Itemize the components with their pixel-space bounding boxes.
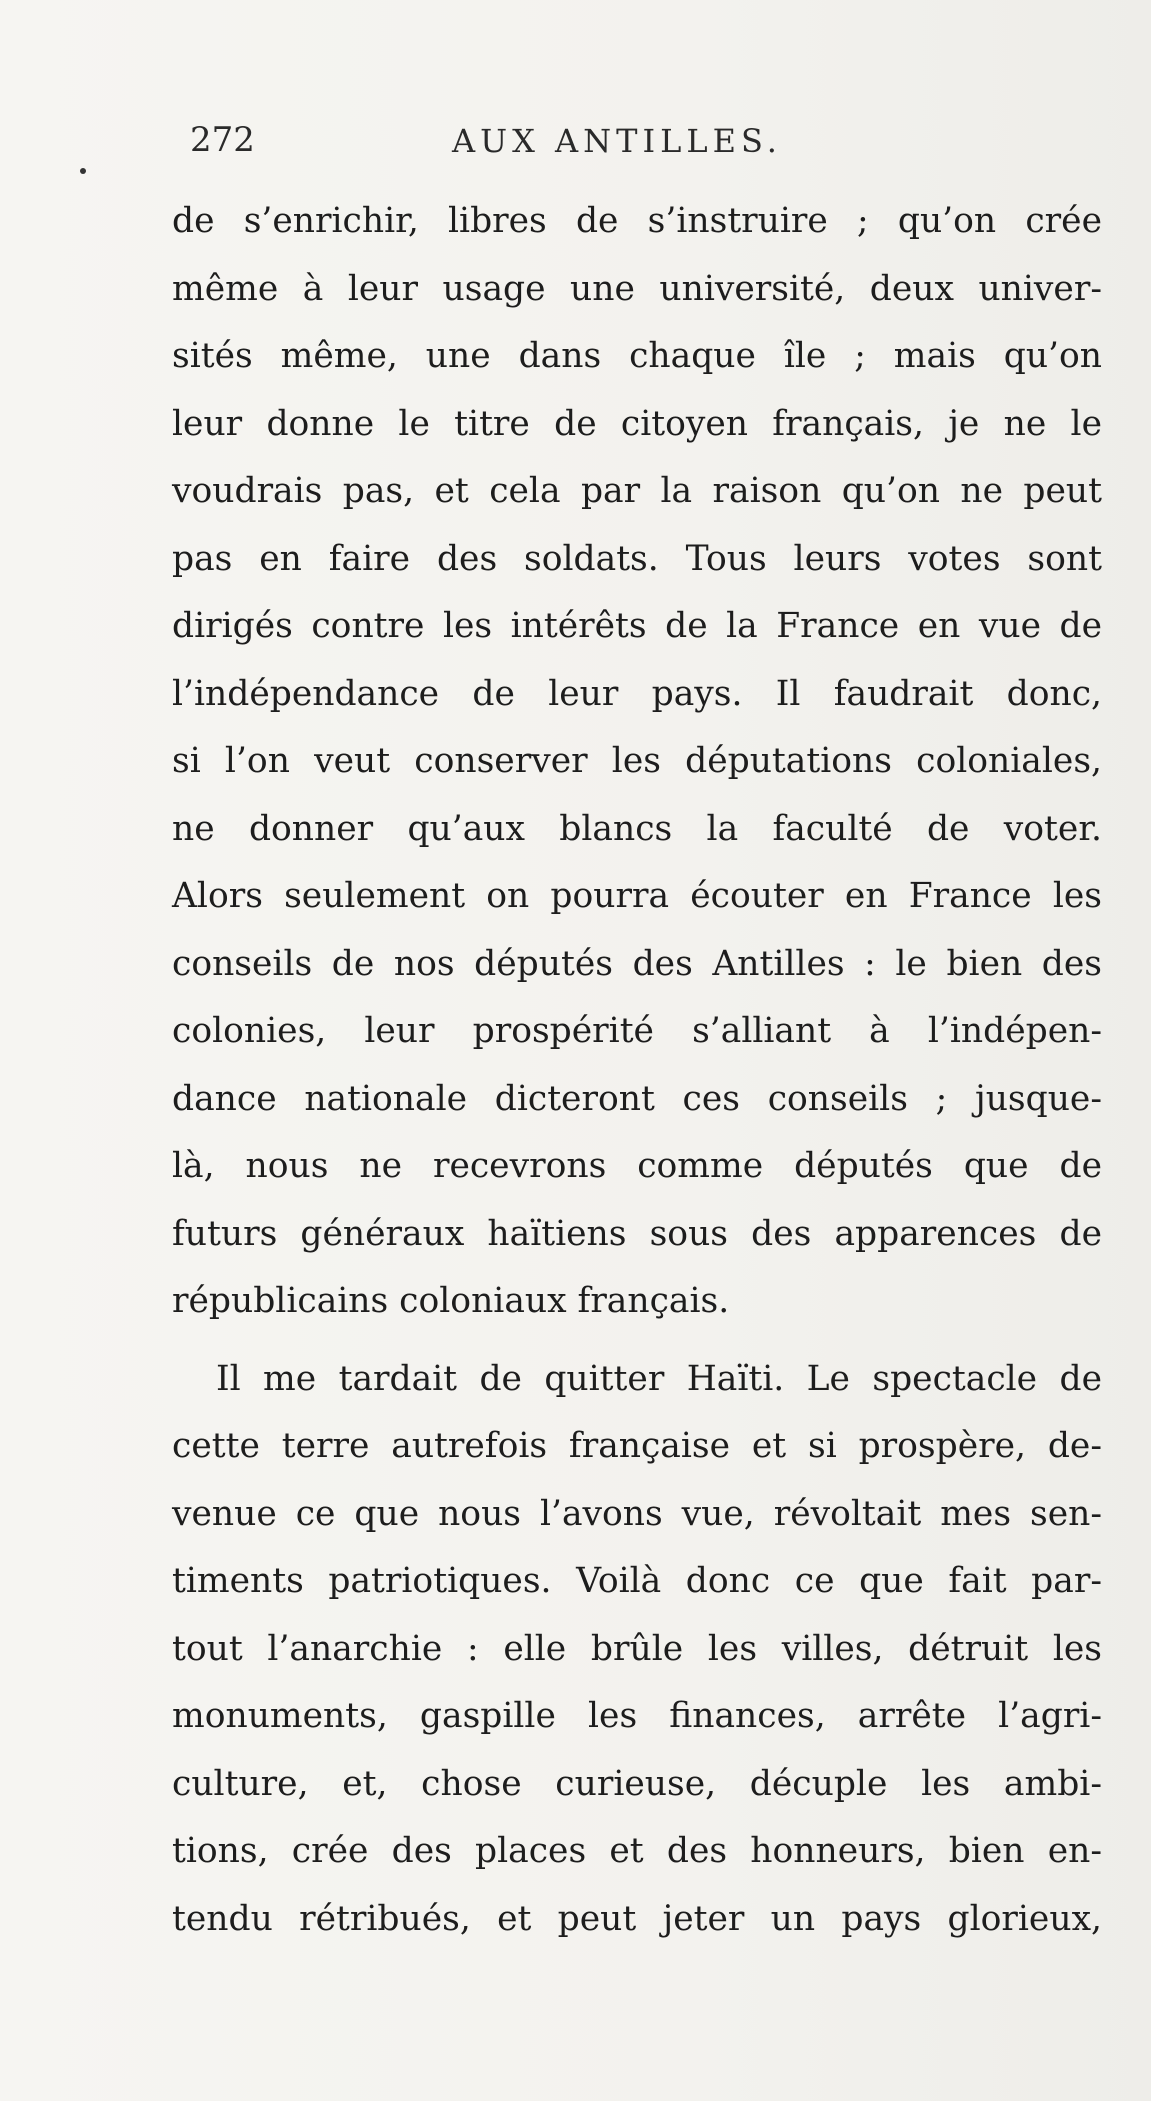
text-line: dance nationale dicteront ces conseils ; jusque- xyxy=(172,1078,1102,1119)
text-line: tions, crée des places et des honneurs, bien en- xyxy=(172,1831,1102,1871)
text-line: leur donne le titre de citoyen français, je ne le xyxy=(172,403,1102,444)
text-line: pas en faire des soldats. Tous leurs votes sont xyxy=(172,538,1102,579)
text-line: culture, et, chose curieuse, décuple les ambi- xyxy=(172,1763,1102,1804)
text-line: même à leur usage une université, deux univer- xyxy=(172,268,1102,309)
text-line: ne donner qu’aux blancs la faculté de voter. xyxy=(172,808,1102,849)
text-line: dirigés contre les intérêts de la France en vue de xyxy=(172,606,1102,646)
text-line: si l’on veut conserver les députations coloniales, xyxy=(172,741,1102,781)
body-text xyxy=(172,188,1102,1953)
text-line: conseils de nos députés des Antilles : le bien des xyxy=(172,943,1102,984)
text-line: venue ce que nous l’avons vue, révoltait mes sen- xyxy=(172,1493,1102,1534)
page-number: 272 xyxy=(190,120,255,160)
text-line: Alors seulement on pourra écouter en France les xyxy=(172,876,1102,916)
text-line: monuments, gaspille les finances, arrête l’agri- xyxy=(172,1696,1102,1736)
page-header xyxy=(190,120,1090,180)
paragraph-end-line: républicains coloniaux français. xyxy=(172,1281,730,1321)
text-line: sités même, une dans chaque île ; mais qu’on xyxy=(172,336,1102,376)
text-line: tendu rétribués, et peut jeter un pays glorieux, xyxy=(172,1898,1102,1939)
text-line: là, nous ne recevrons comme députés que de xyxy=(172,1146,1102,1186)
text-line: l’indépendance de leur pays. Il faudrait donc, xyxy=(172,673,1102,714)
paragraph-start-line: Il me tardait de quitter Haïti. Le spectacle de xyxy=(216,1358,1102,1399)
text-line: de s’enrichir, libres de s’instruire ; qu’on crée xyxy=(172,201,1102,241)
text-line: colonies, leur prospérité s’alliant à l’indépen- xyxy=(172,1011,1102,1051)
running-title: AUX ANTILLES. xyxy=(452,122,782,160)
text-line: tout l’anarchie : elle brûle les villes, détruit les xyxy=(172,1628,1102,1669)
text-line: cette terre autrefois française et si prospère, de- xyxy=(172,1426,1102,1466)
text-line: timents patriotiques. Voilà donc ce que fait par- xyxy=(172,1561,1102,1601)
text-line: voudrais pas, et cela par la raison qu’on ne peut xyxy=(172,471,1102,511)
text-line: futurs généraux haïtiens sous des apparences de xyxy=(172,1213,1102,1254)
ink-speck xyxy=(80,168,86,174)
